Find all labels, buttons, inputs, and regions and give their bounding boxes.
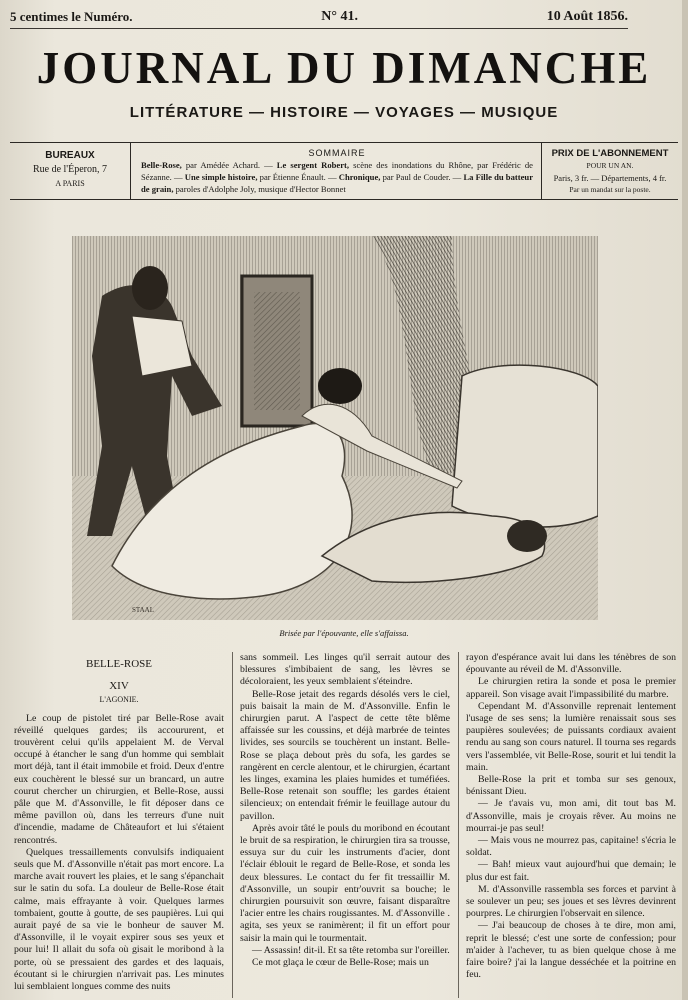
man-shirt	[132, 316, 192, 376]
issue-date: 10 Août 1856.	[546, 9, 628, 24]
paragraph: — Mais vous ne mourrez pas, capitaine! s'écria le soldat.	[466, 835, 676, 859]
mirror-glass	[254, 292, 300, 410]
paragraph: Après avoir tâté le pouls du moribond en écoutant le bruit de sa respiration, le chirurgien tira sa trousse, essuya sur du cuir les instruments d'acier, dont l'éclair éblouit le regard de Belle-Rose, et sonda les deux blessures. Le contact du fer fit tressaillir M. d'Assonville, un soupir entr'ouvrit sa bouche; le chirurgien poursuivit son œuvre, faisant disparaître l'acier entre les chairs rougissantes. M. d'Assonville . agita, ses yeux se ranimèrent; il fit un effort pour saisir la main qui le tourmentait.	[240, 822, 450, 944]
prix-period: POUR UN AN.	[586, 161, 634, 170]
bureaux-city: A PARIS	[55, 179, 85, 188]
prix-rates: Paris, 3 fr. — Départements, 4 fr.	[553, 173, 667, 183]
paragraph: Le coup de pistolet tiré par Belle-Rose avait réveillé quelques gardes; ils accoururent, et trouvèrent celui qu'ils appelaient M. de Verval occupé à étancher le sang d'un homme qui semblait mort déjà, tant il était immobile et froid. Deux d'entre eux couchèrent le blessé sur un brancard, un autre courut chercher un chirurgien, et Belle-Rose, aussi pâle que M. d'Assonville, le fit déposer dans ce même pavillon où, dans les terreurs d'une nuit d'incendie, madame de Châteaufort et lui s'étaient rencontrés.	[14, 712, 224, 846]
sommaire-item-1-title: Belle-Rose,	[141, 160, 182, 170]
paragraph: Belle-Rose jetait des regards désolés vers le ciel, puis baisait la main de M. d'Assonville. Enfin le chirurgien parut. A l'aspect de cette tête blême affaissée sur les coussins, et déjà marbrée de teintes livides, ses sourcils se touchèrent un instant. Belle-Rose se plaça debout près du sofa, les gardes se rangèrent en cercle alentour, et le chirurgien, écartant les linges, examina les plaies humides et tuméfiées. Belle-Rose retenait son souffle; les gardes étaient silencieux; on entendait frémir le feuillage autour du pavillon.	[240, 688, 450, 822]
paragraph: Cependant M. d'Assonville reprenait lentement l'usage de ses sens; la lumière renaissait sous ses paupières soulevées; de puissants cordiaux avaient rendu au sang son cours naturel. Il tourna ses regards vers l'assemblée, vit Belle-Rose, sourit et lui tendit la main.	[466, 700, 676, 773]
top-line	[10, 6, 628, 29]
sommaire-text	[141, 159, 533, 195]
info-bar	[10, 142, 678, 200]
issue-number: N° 41.	[321, 9, 358, 24]
prix-box	[542, 143, 678, 199]
sommaire-item-4-title: Chronique,	[338, 172, 381, 182]
bureaux-box	[10, 143, 131, 199]
sommaire-item-5-text: paroles d'Adolphe Joly, musique d'Hector Bonnet	[173, 184, 346, 194]
paragraph: Ce mot glaça le cœur de Belle-Rose; mais un	[252, 957, 429, 969]
price-note: 5 centimes le Numéro.	[10, 9, 133, 24]
masthead-subtitle: LITTÉRATURE — HISTOIRE — VOYAGES — MUSIQUE	[129, 104, 559, 121]
article-title: BELLE-ROSE	[86, 658, 152, 670]
illustration-caption: Brisée par l'épouvante, elle s'affaissa.	[279, 628, 409, 638]
fallen-figure-head	[507, 520, 547, 552]
bureaux-address: Rue de l'Éperon, 7	[32, 164, 107, 175]
prix-note: Par un mandat sur la poste.	[569, 185, 651, 194]
sommaire-box	[131, 143, 542, 199]
paragraph: — Bah! mieux vaut aujourd'hui que demain; le plus dur est fait.	[466, 859, 676, 883]
sommaire-item-2-title: Le sergent Robert,	[276, 160, 350, 170]
column-2	[232, 652, 450, 998]
sommaire-item-5-title: La Fille du batteur de grain,	[141, 172, 534, 194]
bed	[452, 365, 598, 527]
paragraph: — Assassin! dit-il. Et sa tête retomba sur l'oreiller.	[252, 944, 450, 956]
column-1	[14, 652, 224, 998]
prix-heading: PRIX DE L'ABONNEMENT	[551, 148, 669, 159]
sommaire-item-3-text: par Étienne Énault. —	[257, 172, 339, 182]
paragraph: rayon d'espérance avait lui dans les ténèbres de son épouvante au réveil de M. d'Assonville.	[466, 652, 676, 676]
paragraph: M. d'Assonville rassembla ses forces et parvint à se soulever un peu; ses joues et ses lèvres devinrent pourpres. Le chirurgien l'observait en silence.	[466, 883, 676, 920]
page-edge	[682, 0, 688, 1000]
woman-hair	[318, 368, 362, 404]
engraver-signature: STAAL	[132, 606, 154, 614]
sommaire-item-3-title: Une simple histoire,	[184, 172, 258, 182]
article-columns	[14, 652, 676, 998]
sommaire-item-4-text: par Paul de Couder. —	[380, 172, 464, 182]
chapter-title: L'AGONIE.	[99, 695, 139, 705]
chapter-number: XIV	[109, 680, 129, 693]
paragraph: sans sommeil. Les linges qu'il serrait autour des blessures s'imbibaient de sang, les lèvres se décoloraient, les yeux semblaient s'éteindre.	[240, 652, 450, 688]
man-head	[132, 266, 168, 310]
masthead-title: JOURNAL DU DIMANCHE	[36, 43, 652, 93]
sommaire-item-1-text: par Amédée Achard. —	[181, 160, 277, 170]
paragraph: Le chirurgien retira la sonde et posa le premier appareil. Son visage avait l'impassibilité du marbre.	[466, 676, 676, 700]
column-3	[458, 652, 676, 998]
sommaire-item-2-text: scène des inondations du Rhône, par Frédéric de Sézanne. —	[141, 160, 533, 182]
engraving-scene	[72, 236, 598, 620]
sommaire-heading: SOMMAIRE	[308, 148, 366, 158]
paragraph: Belle-Rose la prit et tomba sur ses genoux, bénissant Dieu.	[466, 774, 676, 798]
paragraph: — J'ai beaucoup de choses à te dire, mon ami, reprit le blessé; c'est une sorte de confession; pour m'aider à l'achever, tu as bien quelque chose à me faire boire? j'ai la langue desséchée et la poitrine en feu.	[466, 920, 676, 981]
paragraph: Quelques tressaillements convulsifs indiquaient seuls que M. d'Assonville n'était pas mort encore. La marche avait rouvert les plaies, et le sang s'épanchait sur le satin du sofa. La douleur de Belle-Rose était calme, mais effrayante à voir. Quelques larmes tombaient, goutte à goutte, de ses paupières. Lui qui aurait payé de sa vie le bonheur de sauver M. d'Assonville, il le voyait expirer sous ses yeux et pour lui! Il allait du sofa où gisait le moribond à la porte, où se pressaient des gardes et des laquais, écoutant si le chirurgien n'arrivait pas. Les minutes lui semblaient longues comme des nuits	[14, 846, 224, 993]
engraving-illustration	[72, 236, 598, 620]
bureaux-heading: BUREAUX	[45, 150, 95, 161]
paragraph: — Je t'avais vu, mon ami, dit tout bas M. d'Assonville, mais je croyais rêver. Au moins ne mourrai-je pas seul!	[466, 798, 676, 834]
